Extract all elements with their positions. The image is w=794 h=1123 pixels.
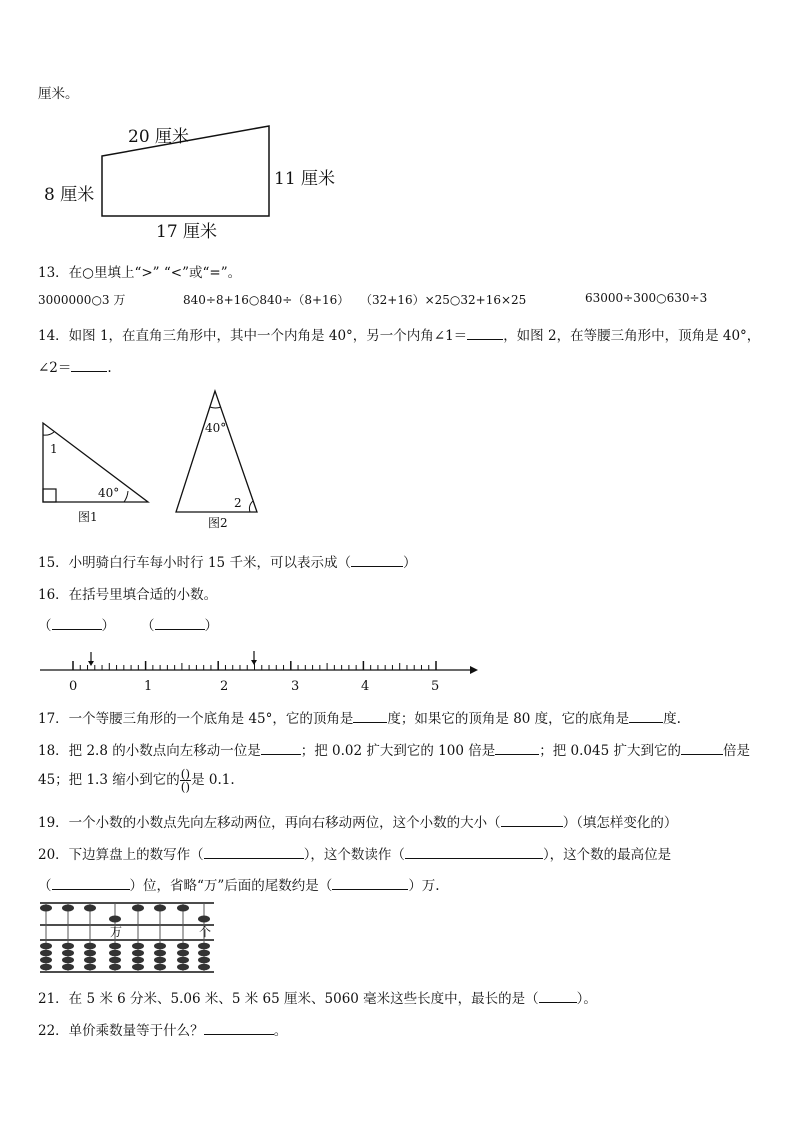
q20-text-2: ），这个数读作（ (303, 847, 405, 863)
q20-blank-read[interactable] (405, 846, 543, 859)
q20-line1 (38, 843, 671, 863)
abacus-lower-bead (109, 964, 121, 971)
abacus-lower-bead (84, 950, 96, 957)
q18-blank-2[interactable] (495, 742, 539, 755)
prev-question-fragment: 厘米。 (38, 86, 79, 102)
trapezoid-top-label: 20 厘米 (128, 127, 190, 147)
q22-text-2: 。 (273, 1023, 288, 1039)
abacus-rods (40, 903, 210, 972)
abacus-lower-bead (154, 943, 166, 950)
triangle-figures (38, 385, 278, 535)
q20-blank-write[interactable] (204, 846, 304, 859)
abacus-label-ge: 个 (199, 925, 212, 939)
q16-text: 16．在括号里填合适的小数。 (38, 587, 218, 603)
q18-blank-3[interactable] (681, 742, 723, 755)
q14-text-2: ，如图 2，在等腰三角形中，顶角是 40°， (503, 328, 761, 344)
abacus-lower-bead (177, 950, 189, 957)
abacus-lower-bead (62, 943, 74, 950)
abacus-lower-bead (109, 943, 121, 950)
q20-text-5: ）位，省略“万”后面的尾数约是（ (129, 878, 333, 894)
abacus-lower-bead (84, 943, 96, 950)
abacus-lower-bead (154, 950, 166, 957)
abacus-lower-bead (84, 957, 96, 964)
abacus-upper-bead (84, 905, 96, 912)
q15-text-2: ） (402, 555, 417, 571)
q17-text-2: 度；如果它的顶角是 80 度，它的底角是 (387, 711, 630, 727)
q20-text-1: 20．下边算盘上的数写作（ (38, 847, 204, 863)
nl-label-4: 4 (361, 679, 370, 693)
q16-blank-2[interactable] (155, 617, 205, 630)
q14-line2 (38, 356, 112, 376)
abacus-lower-bead (132, 943, 144, 950)
tri2-angle-label: 40° (205, 421, 227, 435)
abacus-lower-bead (40, 957, 52, 964)
abacus-lower-bead (154, 964, 166, 971)
q16-paren-open-2: （ (141, 618, 155, 634)
q18-text-3: ；把 0.045 扩大到它的 (539, 743, 681, 759)
abacus-upper-bead (109, 916, 121, 923)
q20-line2 (38, 874, 440, 894)
q22-line (38, 1019, 287, 1039)
abacus-figure (38, 900, 218, 976)
q16-paren-close-2: ） (204, 618, 218, 634)
nl-label-5: 5 (431, 679, 440, 693)
q20-blank-highest[interactable] (52, 877, 130, 890)
q19-text-2: ）（填怎样变化的） (562, 815, 678, 831)
abacus-lower-bead (198, 957, 210, 964)
q17-line (38, 707, 681, 727)
abacus-lower-bead (132, 950, 144, 957)
q20-blank-approx[interactable] (332, 877, 408, 890)
q14-blank-angle2[interactable] (71, 359, 107, 372)
abacus-lower-bead (109, 957, 121, 964)
q18-frac-den: () (180, 780, 191, 794)
q21-text-2: ）。 (576, 991, 597, 1007)
q20-text-6: ）万. (408, 878, 440, 894)
q21-text-1: 21．在 5 米 6 分米、5.06 米、5 米 65 厘米、5060 毫米这些长度中，最长的是（ (38, 991, 539, 1007)
abacus-lower-bead (84, 964, 96, 971)
abacus-lower-bead (177, 957, 189, 964)
q18-text-5: 45；把 1.3 缩小到它的 (38, 772, 180, 788)
q21-blank[interactable] (539, 990, 577, 1003)
nl-label-1: 1 (144, 679, 153, 693)
q16-answers (38, 614, 218, 634)
abacus-label-wan: 万 (110, 925, 123, 939)
q19-text-1: 19．一个小数的小数点先向左移动两位，再向右移动两位，这个小数的大小（ (38, 815, 501, 831)
abacus-upper-bead (198, 916, 210, 923)
q22-text-1: 22．单价乘数量等于什么？ (38, 1023, 204, 1039)
q15-blank[interactable] (351, 554, 403, 567)
q18-frac-num: () (180, 767, 191, 781)
trapezoid-bottom-label: 17 厘米 (156, 222, 218, 242)
trapezoid-right-label: 11 厘米 (274, 169, 336, 189)
q17-text-3: 度. (663, 711, 681, 727)
q19-blank[interactable] (501, 814, 563, 827)
abacus-lower-bead (62, 964, 74, 971)
q20-text-4: （ (38, 878, 52, 894)
q13-item-4: 63000÷300○630÷3 (585, 291, 708, 305)
abacus-lower-bead (132, 964, 144, 971)
q14-text-1: 14．如图 1，在直角三角形中，其中一个内角是 40°，另一个内角∠1＝ (38, 328, 468, 344)
trapezoid-left-label: 8 厘米 (44, 185, 95, 205)
abacus-upper-bead (132, 905, 144, 912)
number-line (38, 648, 478, 693)
abacus-lower-bead (40, 964, 52, 971)
q16-paren-close-1: ） (101, 618, 115, 634)
q16-blank-1[interactable] (52, 617, 102, 630)
q14-line1 (38, 324, 760, 344)
q15-text-1: 15．小明骑白行车每小时行 15 千米，可以表示成（ (38, 555, 351, 571)
nl-label-3: 3 (291, 679, 300, 693)
q13-text: 13．在○里填上“>” “<”或“=”。 (38, 265, 242, 281)
abacus-lower-bead (198, 943, 210, 950)
abacus-upper-bead (62, 905, 74, 912)
q14-blank-angle1[interactable] (467, 327, 503, 340)
abacus-lower-bead (40, 943, 52, 950)
q15-line (38, 551, 416, 571)
q21-line (38, 987, 597, 1007)
abacus-upper-bead (154, 905, 166, 912)
nl-label-2: 2 (220, 679, 229, 693)
abacus-lower-bead (198, 950, 210, 957)
tri2-caption: 图2 (208, 516, 228, 530)
q18-fraction[interactable] (180, 768, 191, 793)
q22-blank[interactable] (204, 1022, 274, 1035)
abacus-lower-bead (109, 950, 121, 957)
q14-text-4: . (107, 360, 112, 376)
tri1-caption: 图1 (78, 510, 98, 524)
q14-text-3: ∠2＝ (38, 360, 72, 376)
abacus-upper-bead (177, 905, 189, 912)
tri1-angle1-label: 1 (50, 442, 58, 456)
q19-line (38, 811, 677, 831)
abacus-lower-bead (177, 943, 189, 950)
abacus-lower-bead (40, 950, 52, 957)
abacus-lower-bead (198, 964, 210, 971)
q17-blank-1[interactable] (353, 710, 387, 723)
q18-line2 (38, 768, 235, 793)
q13-item-3: （32+16）×25○32+16×25 (360, 293, 527, 307)
q18-text-4: 倍是 (722, 743, 750, 759)
abacus-lower-bead (177, 964, 189, 971)
q17-text-1: 17．一个等腰三角形的一个底角是 45°，它的顶角是 (38, 711, 354, 727)
q18-text-6: 是 0.1. (191, 772, 235, 788)
trapezoid-figure (38, 118, 358, 243)
q13-item-2: 840÷8+16○840÷（8+16） (183, 293, 350, 307)
abacus-lower-bead (62, 950, 74, 957)
q18-line1 (38, 739, 750, 759)
q18-text-2: ；把 0.02 扩大到它的 100 倍是 (300, 743, 496, 759)
q18-text-1: 18．把 2.8 的小数点向左移动一位是 (38, 743, 261, 759)
abacus-upper-bead (40, 905, 52, 912)
q18-blank-1[interactable] (261, 742, 301, 755)
q13-item-1: 3000000○3 万 (38, 293, 126, 307)
q17-blank-2[interactable] (629, 710, 663, 723)
tri1-angle-label: 40° (98, 486, 120, 500)
q20-text-3: ），这个数的最高位是 (542, 847, 672, 863)
tri2-angle2-label: 2 (234, 496, 242, 510)
abacus-lower-bead (62, 957, 74, 964)
abacus-lower-bead (154, 957, 166, 964)
nl-label-0: 0 (69, 679, 78, 693)
abacus-lower-bead (132, 957, 144, 964)
q16-paren-open-1: （ (38, 618, 52, 634)
